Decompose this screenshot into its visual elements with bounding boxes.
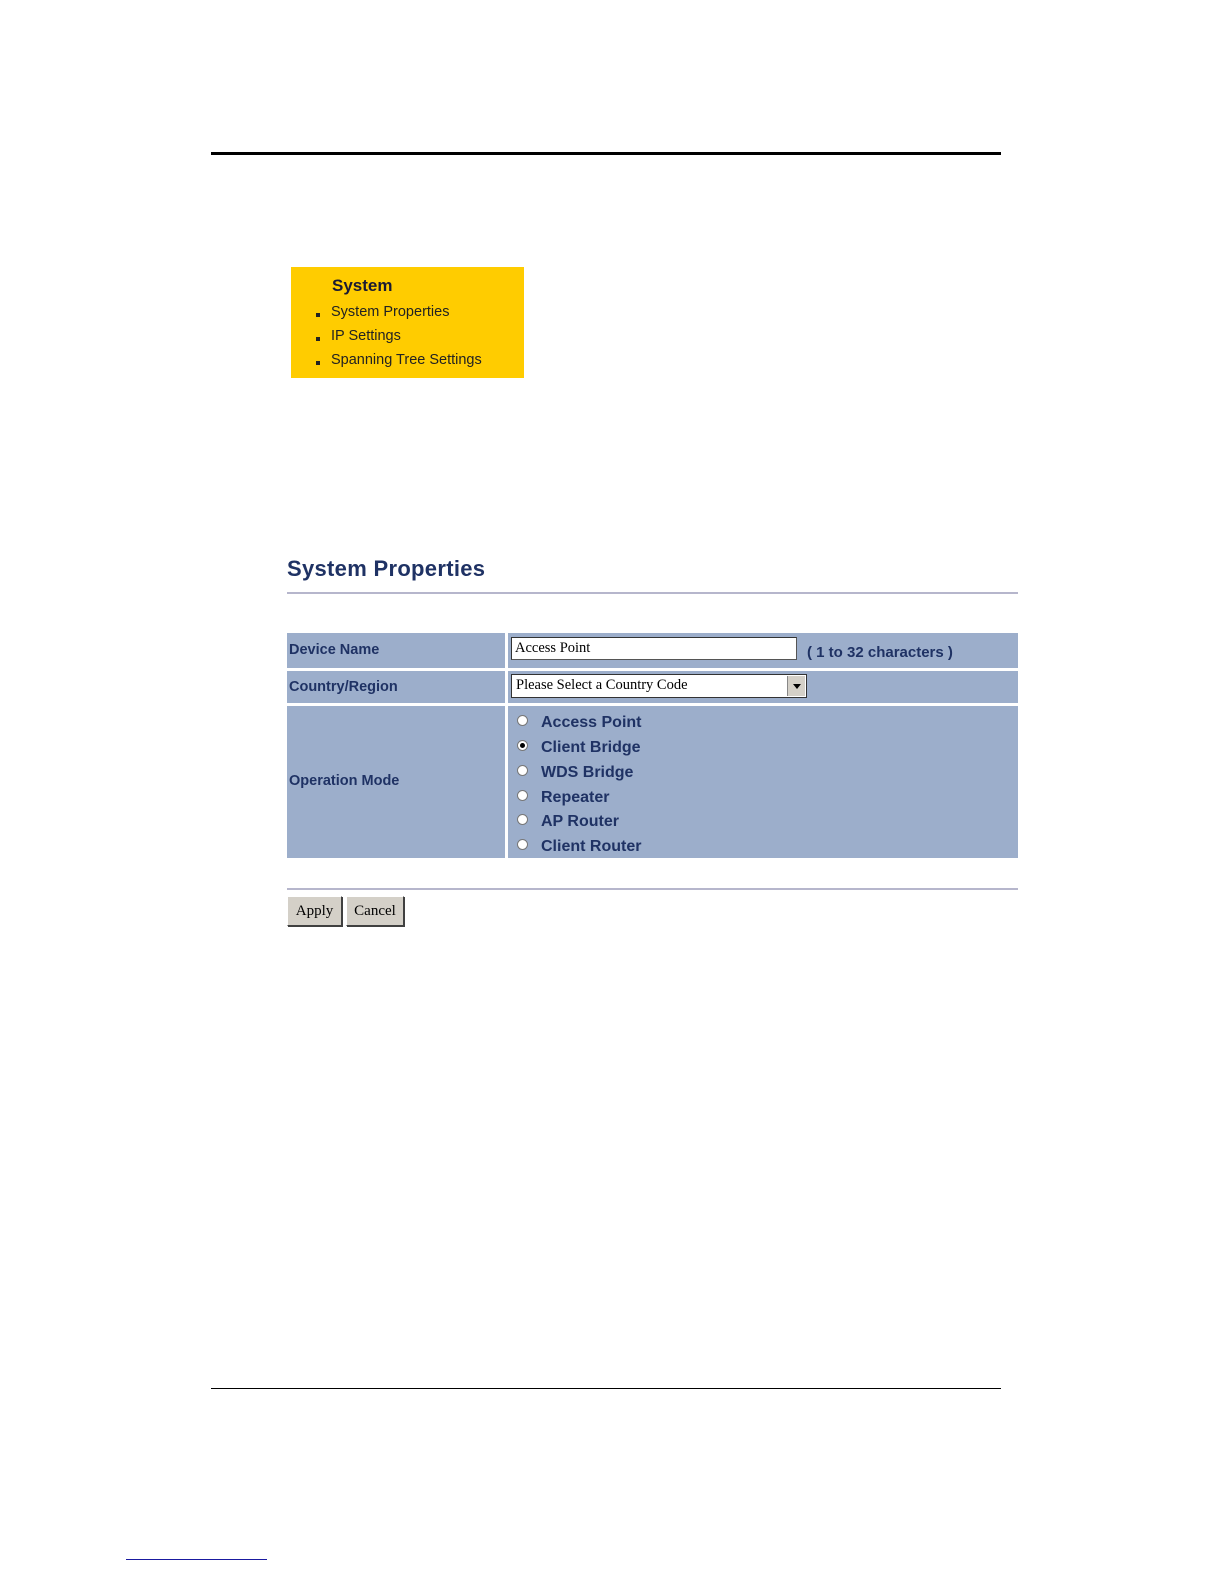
menu-item-spanning-tree-settings[interactable] (316, 352, 482, 368)
bullet-icon (316, 361, 320, 365)
country-code-selected: Please Select a Country Code (516, 677, 688, 693)
device-name-value-cell (508, 633, 1018, 668)
operation-mode-label: Operation Mode (289, 773, 400, 789)
device-name-label-cell (287, 633, 505, 668)
bullet-icon (316, 313, 320, 317)
form-divider (287, 888, 1018, 890)
country-code-select[interactable] (511, 674, 807, 698)
radio-option-client-bridge[interactable] (517, 737, 641, 759)
cancel-button[interactable]: Cancel (346, 896, 404, 926)
bullet-icon (316, 337, 320, 341)
country-region-row (287, 671, 1018, 703)
footnote-rule (126, 1559, 267, 1560)
radio-button-checked[interactable] (517, 740, 528, 751)
device-name-hint: ( 1 to 32 characters ) (807, 644, 953, 661)
radio-button[interactable] (517, 839, 528, 850)
country-region-label: Country/Region (289, 679, 398, 695)
device-name-row (287, 633, 1018, 668)
menu-item-label: Spanning Tree Settings (331, 352, 482, 368)
radio-label: Client Router (541, 838, 642, 855)
radio-button[interactable] (517, 765, 528, 776)
header-rule (211, 152, 1001, 155)
title-divider (287, 592, 1018, 594)
radio-label: AP Router (541, 813, 619, 830)
radio-option-ap-router[interactable] (517, 811, 619, 833)
radio-label: Client Bridge (541, 739, 641, 756)
radio-label: Repeater (541, 789, 610, 806)
menu-title: System (332, 276, 393, 295)
operation-mode-value-cell (508, 706, 1018, 858)
radio-option-client-router[interactable] (517, 836, 641, 858)
footer-rule (211, 1388, 1001, 1389)
menu-item-ip-settings[interactable] (316, 328, 401, 344)
country-region-value-cell (508, 671, 1018, 703)
menu-item-label: IP Settings (331, 328, 401, 344)
system-menu (291, 267, 524, 378)
radio-option-repeater[interactable] (517, 787, 609, 809)
apply-button[interactable]: Apply (287, 896, 342, 926)
device-name-label: Device Name (289, 642, 380, 658)
radio-button[interactable] (517, 790, 528, 801)
country-region-label-cell (287, 671, 505, 703)
operation-mode-row (287, 706, 1018, 858)
menu-item-label: System Properties (331, 304, 450, 320)
radio-option-wds-bridge[interactable] (517, 762, 633, 784)
operation-mode-label-cell (287, 706, 505, 858)
chevron-down-icon[interactable] (787, 676, 805, 696)
radio-button[interactable] (517, 814, 528, 825)
device-name-input[interactable] (511, 637, 797, 660)
radio-label: Access Point (541, 714, 642, 731)
page-title: System Properties (287, 556, 486, 581)
radio-label: WDS Bridge (541, 764, 634, 781)
radio-button[interactable] (517, 715, 528, 726)
menu-item-system-properties[interactable] (316, 304, 449, 320)
radio-option-access-point[interactable] (517, 712, 641, 734)
